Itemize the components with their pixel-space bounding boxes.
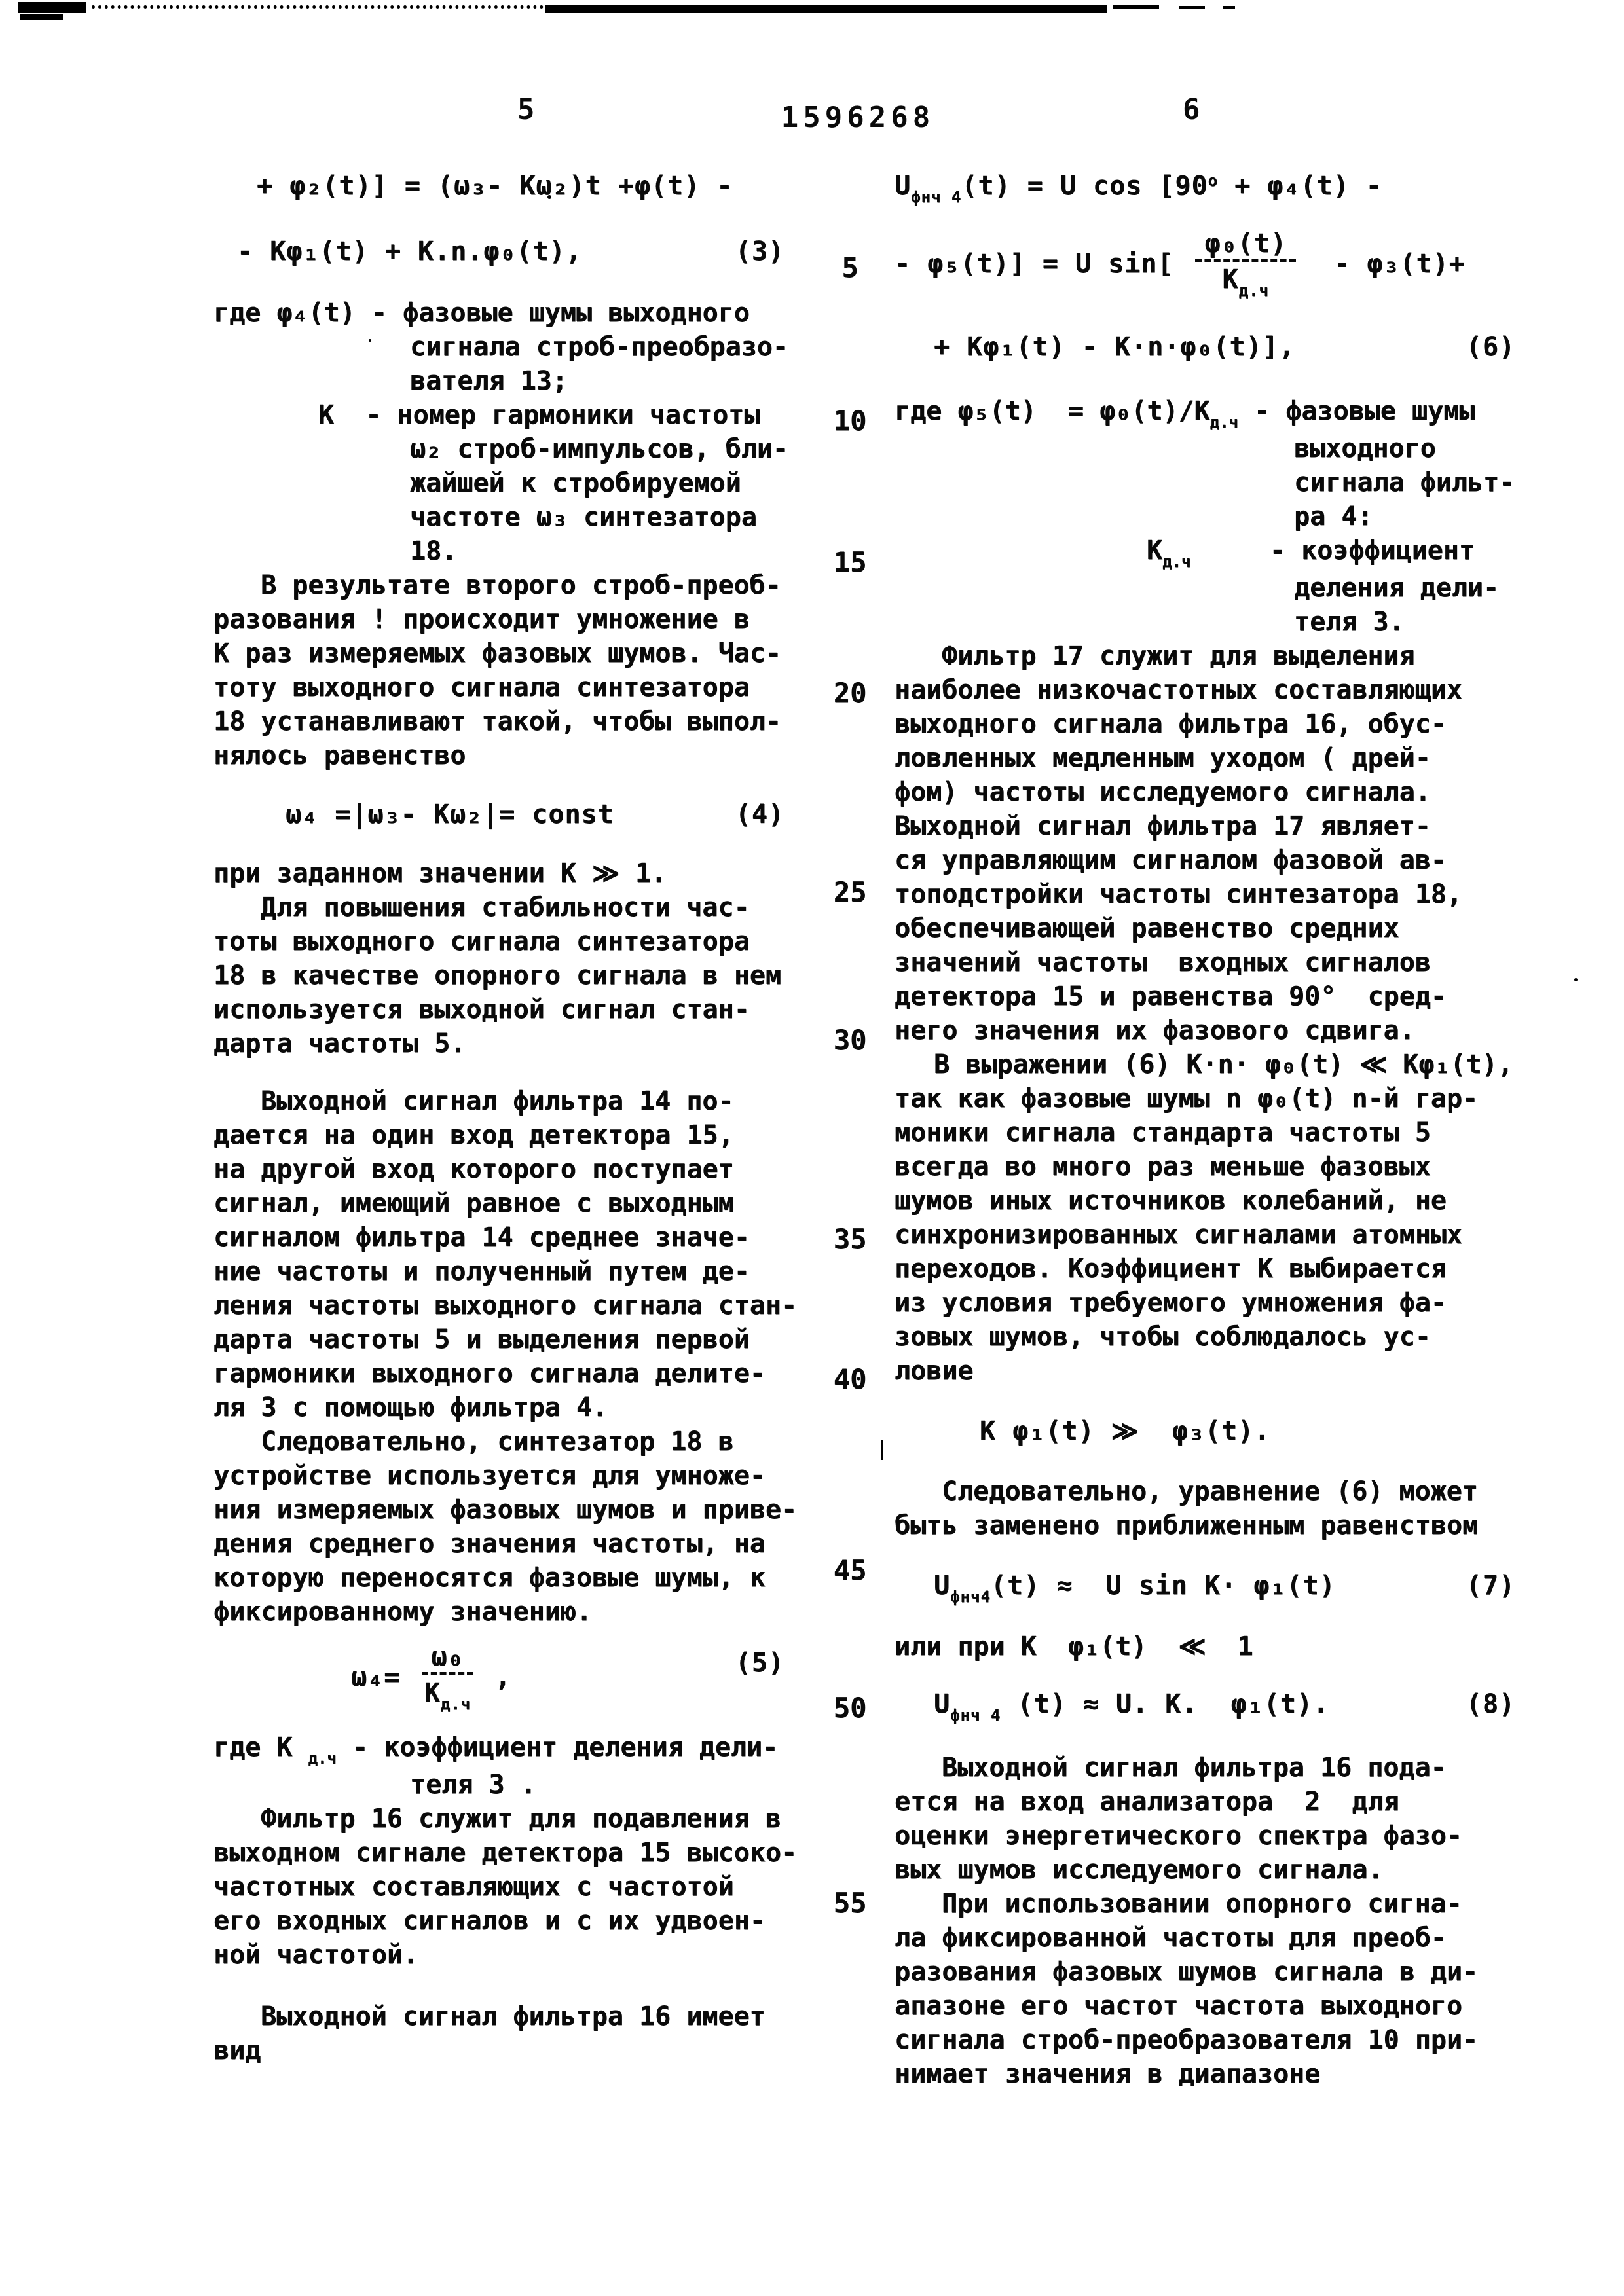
- scan-speck: [881, 1440, 883, 1460]
- text-line: всегда во много раз меньше фазовых: [895, 1152, 1431, 1182]
- text-line: оценки энергетического спектра фазо-: [895, 1821, 1462, 1851]
- line-number-40: 40: [833, 1363, 867, 1395]
- formula-line: $U_{фнч4}(t) \approx U$ sin К· φ₁(t) (7): [895, 1569, 1544, 1606]
- formula-line: - Кφ₁(t) + К.n.φ₀(t), (3): [213, 234, 813, 268]
- text-line: выходного сигнала фильтра 16, обус-: [895, 709, 1447, 739]
- text-line: апазоне его частот частота выходного: [895, 1991, 1462, 2021]
- scan-artifact: [18, 2, 86, 13]
- equation-number: (5): [735, 1648, 784, 1678]
- text-line: вателя 13;: [410, 366, 568, 396]
- right-column: [895, 169, 1544, 2091]
- scan-artifact: [20, 14, 63, 20]
- formula-line: - φ₅(t)] = U sin[ $\frac{\text{φ₀(t)}}{К_{д.ч}}$ - φ₃(t)+: [895, 228, 1466, 300]
- text-line: обеспечивающей равенство средних: [895, 913, 1399, 943]
- text-line: ω₂ строб-импульсов, бли-: [410, 434, 788, 464]
- text-line: жайшей к стробируемой: [410, 468, 741, 498]
- equation-number: (7): [1466, 1571, 1515, 1601]
- line-number-35: 35: [833, 1223, 867, 1255]
- formula-line: $U_{фнч 4}$ (t) ≈ U. К. φ₁(t). (8): [895, 1687, 1544, 1724]
- scan-artifact: [545, 5, 1107, 13]
- text-line: быть заменено приближенным равенством: [895, 1510, 1479, 1540]
- text-line: где К $_{д.ч}$ - коэффициент деления дели-: [213, 1732, 779, 1768]
- text-line: фом) частоты исследуемого сигнала.: [895, 777, 1431, 807]
- line-number-50: 50: [833, 1692, 867, 1724]
- text-line: тоты выходного сигнала синтезатора: [213, 926, 750, 957]
- text-line: его входных сигналов и с их удвоен-: [213, 1906, 766, 1936]
- text-line: топодстройки частоты синтезатора 18,: [895, 879, 1462, 909]
- text-line: детектора 15 и равенства 90° сред-: [895, 981, 1447, 1011]
- text-line: шумов иных источников колебаний, не: [895, 1186, 1447, 1216]
- equation-number: (6): [1466, 332, 1515, 362]
- text-line: К - номер гармоники частоты: [318, 400, 760, 430]
- text-line: ла фиксированной частоты для преоб-: [895, 1923, 1447, 1953]
- scan-artifact: [1179, 6, 1205, 9]
- text-line: Выходной сигнал фильтра 14 по-: [261, 1086, 734, 1116]
- right-column-page-number: 6: [1183, 93, 1200, 126]
- text-line: синхронизированных сигналами атомных: [895, 1220, 1462, 1250]
- text-line: Следовательно, уравнение (6) может: [942, 1476, 1478, 1506]
- text-line: Выходной сигнал фильтра 16 имеет: [261, 2001, 766, 2032]
- text-line: нимает значения в диапазоне: [895, 2059, 1321, 2089]
- text-line: Выходной сигнал фильтра 16 пода-: [942, 1753, 1447, 1783]
- text-line: теля 3.: [1294, 607, 1405, 637]
- text-line: сигнал, имеющий равное с выходным: [213, 1188, 734, 1218]
- text-line: вид: [213, 2035, 261, 2066]
- text-line: 18.: [410, 536, 458, 566]
- text-line: дения среднего значения частоты, на: [213, 1529, 766, 1559]
- line-number-45: 45: [833, 1554, 867, 1586]
- text-line: вых шумов исследуемого сигнала.: [895, 1855, 1384, 1885]
- formula-line: ω₄ =|ω₃- Кω₂|= const (4): [213, 797, 813, 831]
- text-line: сигнала строб-преобразо-: [410, 332, 788, 362]
- text-line: ля 3 с помощью фильтра 4.: [213, 1393, 608, 1423]
- text-line: фиксированному значению.: [213, 1597, 592, 1627]
- equation-number: (4): [735, 799, 784, 829]
- text-line: которую переносятся фазовые шумы, к: [213, 1563, 766, 1593]
- text-line: теля 3 .: [410, 1770, 536, 1800]
- text-line: или при К φ₁(t) ≪ 1: [895, 1631, 1253, 1662]
- text-line: Фильтр 16 служит для подавления в: [261, 1804, 781, 1834]
- text-line: разования фазовых шумов сигнала в ди-: [895, 1957, 1479, 1987]
- text-line: используется выходной сигнал стан-: [213, 994, 750, 1025]
- formula-line: ω₄= $\frac{\text{ω₀}}{К_{д.ч}}$ , (5): [351, 1642, 784, 1713]
- text-line: Для повышения стабильности час-: [261, 892, 750, 922]
- line-number-30: 30: [833, 1024, 867, 1056]
- scan-artifact: [1113, 5, 1159, 9]
- text-line: ра 4:: [1294, 501, 1373, 532]
- text-line: дарта частоты 5 и выделения первой: [213, 1324, 750, 1355]
- equation-number: (3): [735, 236, 784, 266]
- text-line: ние частоты и полученный путем де-: [213, 1256, 750, 1286]
- text-line: деления дели-: [1294, 573, 1500, 603]
- formula-line: + Кφ₁(t) - К·n·φ₀(t)], (6): [895, 330, 1544, 364]
- text-line: ния измеряемых фазовых шумов и приве-: [213, 1495, 798, 1525]
- scan-artifact: [1223, 6, 1235, 9]
- equation-number: (8): [1466, 1689, 1515, 1719]
- text-line: него значения их фазового сдвига.: [895, 1015, 1415, 1046]
- fraction: $\frac{\text{φ₀(t)}}{К_{д.ч}}$: [1195, 230, 1295, 295]
- text-line: ется на вход анализатора 2 для: [895, 1787, 1399, 1817]
- text-line: 18 устанавливают такой, чтобы выпол-: [213, 706, 781, 737]
- text-line: дарта частоты 5.: [213, 1029, 466, 1059]
- text-line: моники сигнала стандарта частоты 5: [895, 1118, 1431, 1148]
- text-line: переходов. Коэффициент К выбирается: [895, 1254, 1447, 1284]
- fraction: $\frac{\text{ω₀}}{К_{д.ч}}$: [422, 1643, 473, 1708]
- text-line: частоте ω₃ синтезатора: [410, 502, 757, 532]
- line-number-15: 15: [833, 546, 867, 578]
- text-line: при заданном значении К ≫ 1.: [213, 858, 667, 888]
- text-line: 18 в качестве опорного сигнала в нем: [213, 960, 781, 991]
- left-column: [213, 169, 813, 2068]
- text-line: на другой вход которого поступает: [213, 1154, 734, 1184]
- text-line: К раз измеряемых фазовых шумов. Час-: [213, 638, 781, 668]
- text-line: ной частотой.: [213, 1940, 419, 1970]
- text-line: устройстве используется для умноже-: [213, 1461, 766, 1491]
- text-line: $К_{д.ч}$ - коэффициент: [1147, 536, 1475, 571]
- text-line: Фильтр 17 служит для выделения: [942, 641, 1415, 671]
- text-line: сигнала строб-преобразователя 10 при-: [895, 2025, 1479, 2055]
- patent-number: 1596268: [781, 101, 935, 134]
- line-number-10: 10: [833, 405, 867, 437]
- line-number-55: 55: [833, 1887, 867, 1919]
- text-line: выходного: [1294, 433, 1436, 464]
- text-line: ловие: [895, 1356, 974, 1386]
- text-line: В результате второго строб-преоб-: [261, 570, 781, 600]
- text-line: сигнала фильт-: [1294, 467, 1515, 498]
- text-line: наиболее низкочастотных составляющих: [895, 675, 1462, 705]
- text-line: Следовательно, синтезатор 18 в: [261, 1427, 734, 1457]
- line-number-25: 25: [833, 876, 867, 908]
- line-number-20: 20: [833, 677, 867, 709]
- scan-speck: [1574, 978, 1578, 981]
- formula-line: К φ₁(t) ≫ φ₃(t).: [980, 1416, 1271, 1446]
- text-line: зовых шумов, чтобы соблюдалось ус-: [895, 1322, 1431, 1352]
- text-line: выходном сигнале детектора 15 высоко-: [213, 1838, 798, 1868]
- scan-artifact: [92, 5, 544, 9]
- formula-line: $U_{фнч 4}(t) = U$ $\cos [90^о + \varphi_4(t)$ -: [895, 171, 1382, 206]
- text-line: ся управляющим сигналом фазовой ав-: [895, 845, 1447, 875]
- text-line: где φ₄(t) - фазовые шумы выходного: [213, 298, 750, 328]
- left-column-page-number: 5: [517, 93, 535, 126]
- text-line: разования ! происходит умножение в: [213, 604, 750, 634]
- text-line: ления частоты выходного сигнала стан-: [213, 1290, 798, 1321]
- text-line: нялось равенство: [213, 740, 466, 771]
- text-line: значений частоты входных сигналов: [895, 947, 1431, 977]
- text-line: дается на один вход детектора 15,: [213, 1120, 734, 1150]
- text-line: где $\varphi_5(t) = \varphi_0(t)/К_{д.ч}$ - фазовые шумы: [895, 396, 1475, 431]
- text-line: гармоники выходного сигнала делите-: [213, 1358, 766, 1389]
- text-line: из условия требуемого умножения фа-: [895, 1288, 1447, 1318]
- text-line: При использовании опорного сигна-: [942, 1889, 1462, 1919]
- text-line: В выражении (6) К·n· φ₀(t) ≪ Кφ₁(t),: [934, 1049, 1513, 1080]
- formula-line: + φ₂(t)] = (ω₃- Кω₂)t +φ(t) -: [257, 171, 733, 201]
- text-line: сигналом фильтра 14 среднее значе-: [213, 1222, 750, 1252]
- text-line: тоту выходного сигнала синтезатора: [213, 672, 750, 702]
- line-number-5: 5: [841, 251, 858, 283]
- text-line: Выходной сигнал фильтра 17 являет-: [895, 811, 1431, 841]
- text-line: частотных составляющих с частотой: [213, 1872, 734, 1902]
- text-line: ловленных медленным уходом ( дрей-: [895, 743, 1431, 773]
- text-line: так как фазовые шумы n φ₀(t) n-й гар-: [895, 1084, 1479, 1114]
